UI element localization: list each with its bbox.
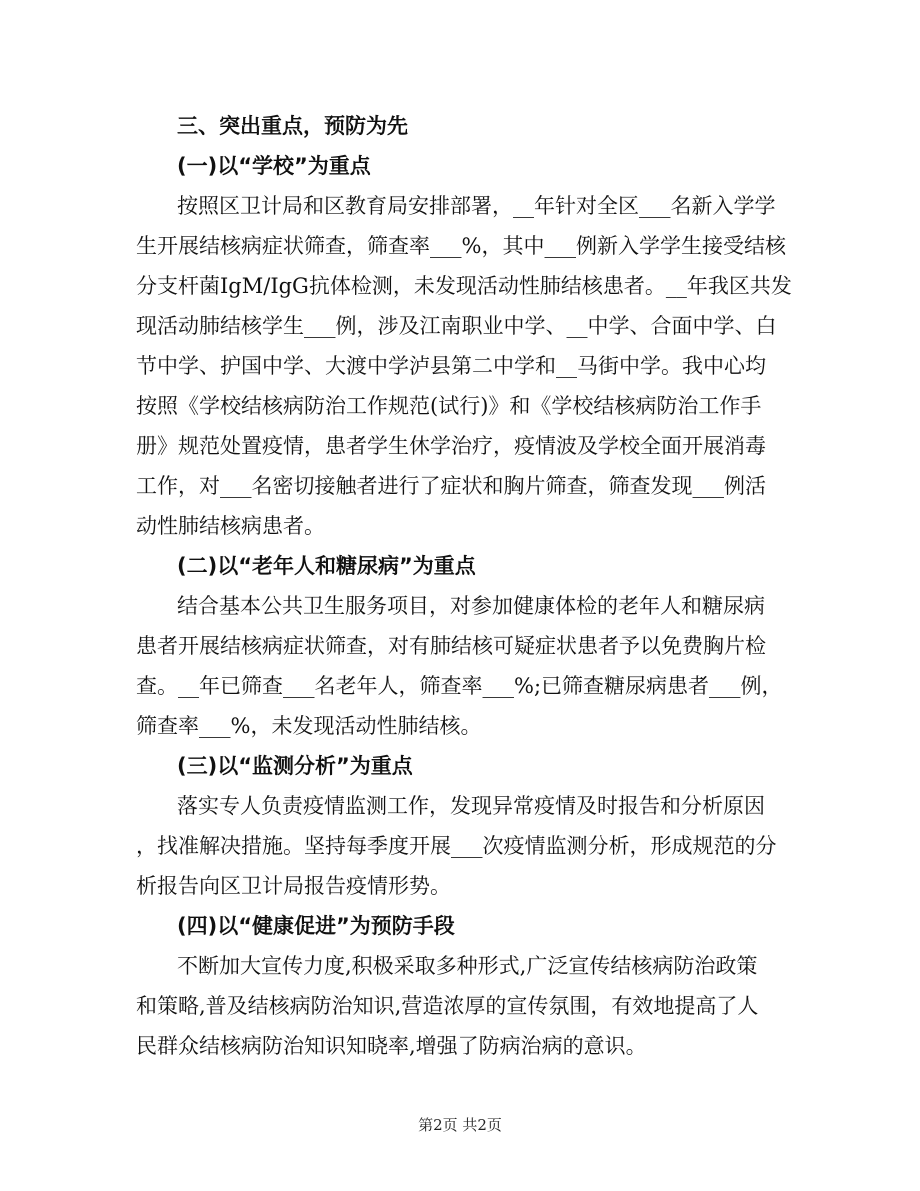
subsection-heading-monitoring: (三)以“监测分析”为重点 xyxy=(177,754,413,778)
text-line: 分支杆菌IgM/IgG抗体检测，未发现活动性肺结核患者。__年我区共发 xyxy=(136,274,792,298)
text-line: 落实专人负责疫情监测工作，发现异常疫情及时报告和分析原因 xyxy=(177,794,765,818)
text-line: 析报告向区卫计局报告疫情形势。 xyxy=(136,874,451,898)
subsection-heading-school: (一)以“学校”为重点 xyxy=(177,154,371,178)
paragraph-monitoring xyxy=(136,786,777,906)
text-line: 不断加大宣传力度,积极采取多种形式,广泛宣传结核病防治政策 xyxy=(177,954,758,978)
text-line: 患者开展结核病症状筛查，对有肺结核可疑症状患者予以免费胸片检 xyxy=(136,634,766,658)
text-line: 民群众结核病防治知识知晓率,增强了防病治病的意识。 xyxy=(136,1034,647,1058)
document-body xyxy=(136,106,792,1066)
text-line: 筛查率___%，未发现活动性肺结核。 xyxy=(136,714,482,738)
text-line: 和策略,普及结核病防治知识,营造浓厚的宣传氛围，有效地提高了人 xyxy=(136,994,759,1018)
text-line: 结合基本公共卫生服务项目，对参加健康体检的老年人和糖尿病 xyxy=(177,594,765,618)
text-line: 节中学、护国中学、大渡中学泸县第二中学和__马街中学。我中心均 xyxy=(136,354,766,378)
section-title: 三、突出重点，预防为先 xyxy=(177,114,408,138)
text-line: 册》规范处置疫情，患者学生休学治疗，疫情波及学校全面开展消毒 xyxy=(136,434,766,458)
text-line: 现活动肺结核学生___例，涉及江南职业中学、__中学、合面中学、白 xyxy=(136,314,777,338)
text-line: 动性肺结核病患者。 xyxy=(136,514,325,538)
text-line: 按照区卫计局和区教育局安排部署，__年针对全区___名新入学学 xyxy=(177,194,776,218)
paragraph-health-promotion xyxy=(136,946,777,1066)
text-line: 查。__年已筛查___名老年人，筛查率___%;已筛查糖尿病患者___例， xyxy=(136,674,783,698)
paragraph-elderly-diabetes xyxy=(136,586,783,746)
text-line: 生开展结核病症状筛查，筛查率___%，其中___例新入学学生接受结核 xyxy=(136,234,786,258)
subsection-heading-elderly-diabetes: (二)以“老年人和糖尿病”为重点 xyxy=(177,554,476,578)
subsection-heading-health-promotion: (四)以“健康促进”为预防手段 xyxy=(177,914,455,938)
paragraph-school xyxy=(136,186,792,546)
text-line: ，找准解决措施。坚持每季度开展___次疫情监测分析，形成规范的分 xyxy=(136,834,777,858)
page-number: 第2页 共2页 xyxy=(418,1116,502,1134)
text-line: 按照《学校结核病防治工作规范(试行)》和《学校结核病防治工作手 xyxy=(136,394,762,418)
text-line: 工作，对___名密切接触者进行了症状和胸片筛查，筛查发现___例活 xyxy=(136,474,766,498)
